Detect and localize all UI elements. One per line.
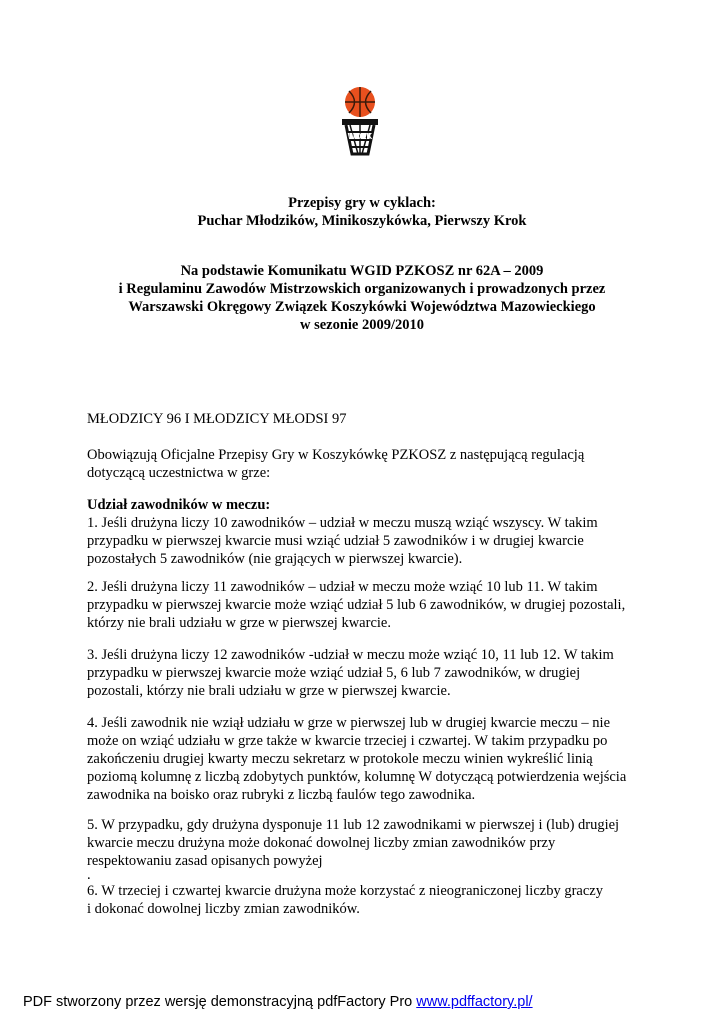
rule-2: 2. Jeśli drużyna liczy 11 zawodników – udział w meczu może wziąć 10 lub 11. W takim przypadku w pierwszej kwarcie może wziąć udział 5 lub 6 zawodników, w drugiej pozostali, którzy nie brali udziału w grze w pierwszej kwarcie. <box>87 579 626 631</box>
basketball-hoop-logo-icon <box>336 82 384 162</box>
rule-5: 5. W przypadku, gdy drużyna dysponuje 11 lub 12 zawodnikami w pierwszej i (lub) drugiej kwarcie meczu drużyna może dokonać dowolnej liczby zmian zawodników przy respektowaniu zasad opisanych powyżej <box>87 817 620 869</box>
basis-line-4: w sezonie 2009/2010 <box>299 317 425 333</box>
rule-6: 6. W trzeciej i czwartej kwarcie drużyna może korzystać z nieograniczonej liczby graczy i dokonać dowolnej liczby zmian zawodników. <box>87 883 603 917</box>
intro-paragraph: Obowiązują Oficjalne Przepisy Gry w Koszykówkę PZKOSZ z następującą regulacją dotyczącą uczestnictwa w grze: <box>87 447 585 481</box>
footer-text: PDF stworzony przez wersję demonstracyjną pdfFactory Pro <box>23 994 417 1010</box>
separator-dot: . <box>87 867 91 883</box>
rule-3: 3. Jeśli drużyna liczy 12 zawodników -udział w meczu może wziąć 10, 11 lub 12. W takim przypadku w pierwszej kwarcie może wziąć udział 5, 6 lub 7 zawodników, w drugiej pozostali, którzy nie brali udziału w grze w pierwszej kwarcie. <box>87 647 614 699</box>
footer-watermark <box>23 994 533 1010</box>
section-heading: Udział zawodników w meczu: <box>87 497 271 513</box>
basis-line-2: i Regulaminu Zawodów Mistrzowskich organizowanych i prowadzonych przez <box>118 281 606 297</box>
basis-line-1: Na podstawie Komunikatu WGID PZKOSZ nr 62A – 2009 <box>180 263 544 279</box>
title-line-2: Puchar Młodzików, Minikoszykówka, Pierwszy Krok <box>197 213 527 229</box>
title-block <box>0 194 724 230</box>
svg-text:WOZK: WOZK <box>347 132 373 141</box>
basis-line-3: Warszawski Okręgowy Związek Koszykówki Województwa Mazowieckiego <box>128 299 596 315</box>
basis-block <box>0 262 724 334</box>
rule-1: 1. Jeśli drużyna liczy 10 zawodników – udział w meczu muszą wziąć wszyscy. W takim przypadku w pierwszej kwarcie musi wziąć udział 5 zawodników i w drugiej kwarcie pozostałych 5 zawodników (nie grających w pierwszej kwarcie). <box>87 515 598 567</box>
rule-4: 4. Jeśli zawodnik nie wziął udziału w grze w pierwszej lub w drugiej kwarcie meczu – nie może on wziąć udziału w grze także w kwarcie trzeciej i czwartej. W takim przypadku po zakończeniu drugiej kwarty meczu sekretarz w protokole meczu winien wykreślić linią poziomą kolumnę z liczbą zdobytych punktów, kolumnę W dotyczącą potwierdzenia wejścia zawodnika na boisko oraz rubryki z liczbą faulów tego zawodnika. <box>87 715 627 803</box>
category-heading: MŁODZICY 96 I MŁODZICY MŁODSI 97 <box>87 411 347 427</box>
footer-link[interactable]: www.pdffactory.pl/ <box>416 994 533 1010</box>
title-line-1: Przepisy gry w cyklach: <box>288 195 436 211</box>
